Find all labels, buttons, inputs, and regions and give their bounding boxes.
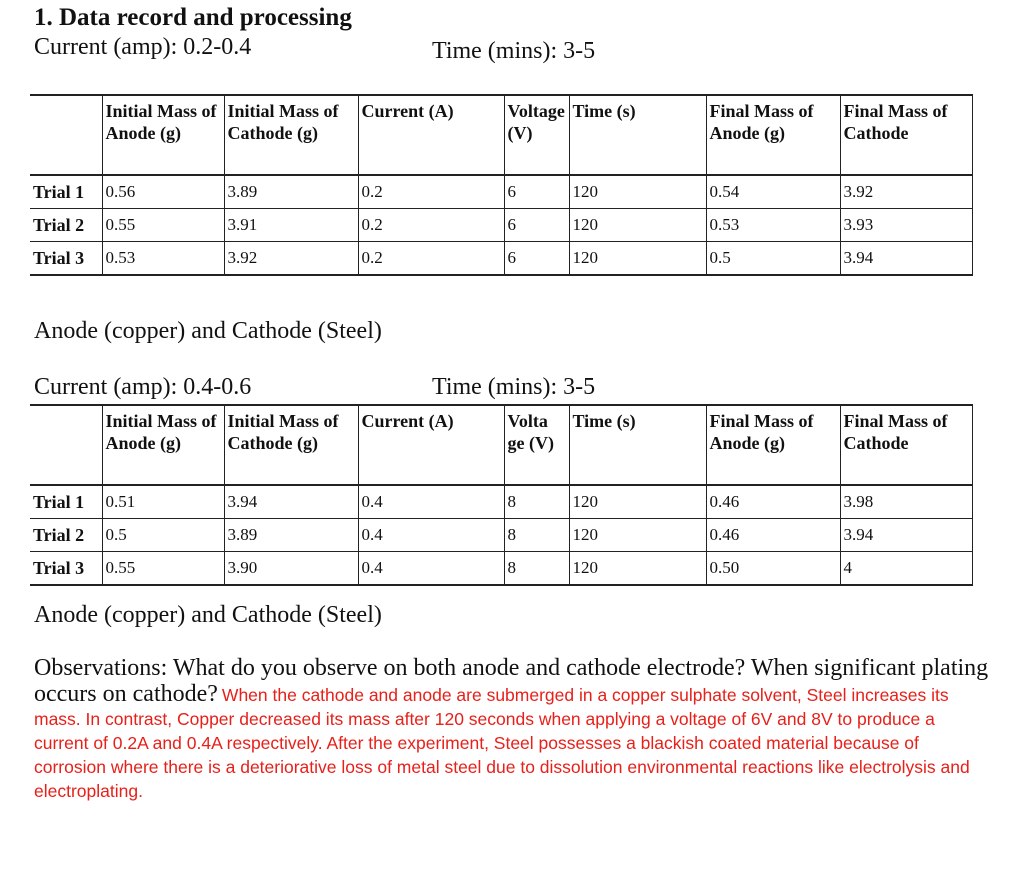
observations-answer: When the cathode and anode are submerged in a copper sulphate solvent, Steel increases its mass. In contrast, Copper decreased its mass after 120 seconds when applying a voltage of 6V and 8V to produce a current of 0.2A and 0.4A respectively. After the experiment, Steel possesses a blackish coated material because of corrosion where there is a deteriorative loss of metal steel due to dissolution environmental reactions like electrolysis and electroplating.	[34, 685, 970, 801]
header-cell: Initial Mass of Cathode (g)	[224, 95, 358, 175]
table-cell: 3.92	[840, 175, 972, 209]
header-cell: Final Mass of Anode (g)	[706, 95, 840, 175]
table-cell: 6	[504, 175, 569, 209]
header-cell: Initial Mass of Anode (g)	[102, 405, 224, 485]
table-cell: 120	[569, 209, 706, 242]
table-cell: 0.53	[706, 209, 840, 242]
table-cell: 120	[569, 519, 706, 552]
table-caption: Anode (copper) and Cathode (Steel)	[34, 602, 382, 628]
table-row	[30, 209, 972, 242]
table-cell: 4	[840, 552, 972, 586]
table-cell: 8	[504, 519, 569, 552]
table-cell: 0.55	[102, 209, 224, 242]
table-header-row	[30, 405, 972, 485]
header-cell: Current (A)	[358, 95, 504, 175]
table-row	[30, 175, 972, 209]
table-row	[30, 519, 972, 552]
table-cell: 0.53	[102, 242, 224, 276]
table-cell: 3.94	[224, 485, 358, 519]
header-cell: Final Mass of Cathode	[840, 405, 972, 485]
table-cell: 0.46	[706, 519, 840, 552]
current-range-label: Current (amp): 0.2-0.4	[34, 34, 252, 60]
table-cell: 3.98	[840, 485, 972, 519]
table-caption: Anode (copper) and Cathode (Steel)	[34, 318, 382, 344]
data-table-set2	[30, 404, 973, 586]
table-cell: 0.4	[358, 519, 504, 552]
header-cell: Voltage (V)	[504, 95, 569, 175]
current-range-label: Current (amp): 0.4-0.6	[34, 374, 252, 400]
table-cell: 3.91	[224, 209, 358, 242]
table-cell: 120	[569, 175, 706, 209]
table-cell: 0.2	[358, 175, 504, 209]
table-row	[30, 485, 972, 519]
table-cell: 0.2	[358, 209, 504, 242]
table-cell: 3.92	[224, 242, 358, 276]
row-label: Trial 2	[30, 519, 102, 552]
header-cell: Current (A)	[358, 405, 504, 485]
table-cell: 0.50	[706, 552, 840, 586]
header-cell: Final Mass of Anode (g)	[706, 405, 840, 485]
data-table-set1	[30, 94, 973, 276]
header-cell	[30, 405, 102, 485]
row-label: Trial 1	[30, 485, 102, 519]
table-cell: 3.90	[224, 552, 358, 586]
header-cell: Initial Mass of Anode (g)	[102, 95, 224, 175]
table-header-row	[30, 95, 972, 175]
table-cell: 0.54	[706, 175, 840, 209]
table-cell: 3.94	[840, 242, 972, 276]
row-label: Trial 2	[30, 209, 102, 242]
row-label: Trial 3	[30, 242, 102, 276]
header-cell	[30, 95, 102, 175]
table-cell: 0.5	[706, 242, 840, 276]
table-cell: 3.89	[224, 519, 358, 552]
table-row	[30, 552, 972, 586]
table-row	[30, 242, 972, 276]
table-cell: 0.5	[102, 519, 224, 552]
table-cell: 0.46	[706, 485, 840, 519]
table-cell: 0.55	[102, 552, 224, 586]
table-cell: 0.4	[358, 552, 504, 586]
header-cell: Time (s)	[569, 405, 706, 485]
row-label: Trial 3	[30, 552, 102, 586]
table-cell: 0.51	[102, 485, 224, 519]
table-cell: 120	[569, 485, 706, 519]
table-cell: 3.93	[840, 209, 972, 242]
observations-question: Observations: What do you observe on both anode and cathode electrode? When significant plating occurs on cathode?	[34, 655, 989, 707]
header-cell: Initial Mass of Cathode (g)	[224, 405, 358, 485]
table-cell: 120	[569, 552, 706, 586]
header-cell: Final Mass of Cathode	[840, 95, 972, 175]
table-cell: 8	[504, 552, 569, 586]
table-cell: 0.2	[358, 242, 504, 276]
time-range-label: Time (mins): 3-5	[432, 38, 596, 64]
table-cell: 0.4	[358, 485, 504, 519]
header-cell: Volta ge (V)	[504, 405, 569, 485]
table-cell: 6	[504, 209, 569, 242]
table-cell: 120	[569, 242, 706, 276]
observations-paragraph	[34, 655, 989, 803]
section-title: 1. Data record and processing	[34, 4, 352, 31]
table-cell: 6	[504, 242, 569, 276]
row-label: Trial 1	[30, 175, 102, 209]
table-cell: 3.94	[840, 519, 972, 552]
table-cell: 3.89	[224, 175, 358, 209]
time-range-label: Time (mins): 3-5	[432, 374, 596, 400]
table-cell: 8	[504, 485, 569, 519]
header-cell: Time (s)	[569, 95, 706, 175]
table-cell: 0.56	[102, 175, 224, 209]
